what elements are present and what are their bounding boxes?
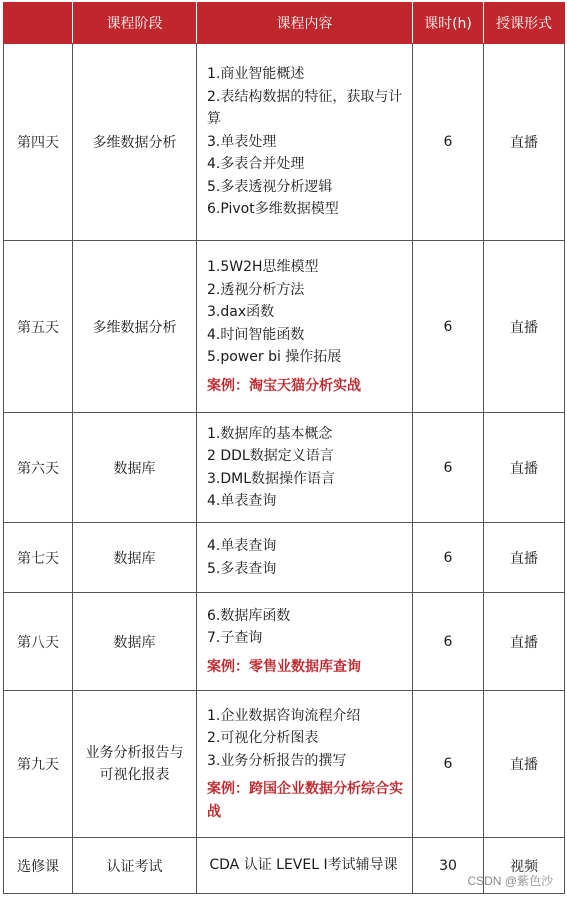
mode-cell: 视频: [484, 838, 565, 894]
content-item: 1.商业智能概述: [207, 66, 305, 83]
stage-cell: 认证考试: [73, 838, 197, 894]
stage-cell: 多维数据分析: [73, 241, 197, 413]
mode-cell: 直播: [484, 523, 565, 593]
header-empty: [4, 3, 73, 44]
content-cell: [197, 838, 413, 894]
content-cell: [197, 691, 413, 838]
hours-cell: 6: [413, 691, 484, 838]
content-cell: [197, 593, 413, 691]
hours-cell: 6: [413, 413, 484, 523]
stage-cell: 数据库: [73, 593, 197, 691]
content-cell: [197, 523, 413, 593]
watermark: CSDN @紫色沙: [467, 874, 553, 888]
hours-cell: 6: [413, 593, 484, 691]
content-item: 1.企业数据咨询流程介绍: [207, 707, 361, 724]
content-item: 4.单表查询: [207, 538, 277, 554]
content-cell: [197, 44, 413, 241]
header-stage: 课程阶段: [73, 3, 197, 44]
content-item: 6.数据库函数: [207, 607, 291, 624]
mode-cell: 直播: [484, 44, 565, 241]
hours-cell: 6: [413, 523, 484, 593]
table-row: [4, 44, 565, 241]
content-item: 3.dax函数: [207, 304, 275, 320]
table-row: [4, 523, 565, 593]
stage-cell: 数据库: [73, 523, 197, 593]
content-item: 1.数据库的基本概念: [207, 425, 333, 442]
content-item: 2.可视化分析图表: [207, 730, 319, 747]
content-item: 4.多表合并处理: [207, 156, 305, 173]
case-label: 案例：跨国企业数据分析综合实战: [207, 781, 403, 820]
content-item: 5.多表查询: [207, 560, 277, 577]
mode-cell: 直播: [484, 593, 565, 691]
table-row: [4, 691, 565, 838]
header-row: [4, 3, 565, 44]
table-row: [4, 413, 565, 523]
day-cell: 第七天: [4, 523, 73, 593]
day-cell: 第五天: [4, 241, 73, 413]
mode-cell: 直播: [484, 413, 565, 523]
content-item: CDA 认证 LEVEL Ⅰ考试辅导课: [209, 857, 398, 874]
day-cell: 选修课: [4, 838, 73, 894]
header-hours: 课时(h): [413, 3, 484, 44]
content-item: 3.单表处理: [207, 133, 277, 150]
stage-cell: 业务分析报告与可视化报表: [73, 691, 197, 838]
header-content: 课程内容: [197, 3, 413, 44]
content-item: 1.5W2H思维模型: [207, 259, 319, 275]
header-mode: 授课形式: [484, 3, 565, 44]
case-label: 案例：淘宝天猫分析实战: [207, 377, 361, 394]
table-row: [4, 593, 565, 691]
day-cell: 第八天: [4, 593, 73, 691]
content-item: 5.power bi 操作拓展: [207, 349, 342, 365]
content-item: 4.时间智能函数: [207, 326, 305, 343]
content-item: 2.透视分析方法: [207, 281, 305, 298]
content-item: 7.子查询: [207, 630, 263, 647]
day-cell: 第四天: [4, 44, 73, 241]
content-item: 4.单表查询: [207, 493, 277, 509]
content-item: 3.DML数据操作语言: [207, 470, 336, 487]
curriculum-table: [3, 2, 565, 894]
hours-cell: 6: [413, 241, 484, 413]
table-row: [4, 241, 565, 413]
stage-cell: 多维数据分析: [73, 44, 197, 241]
content-item: 2 DDL数据定义语言: [207, 448, 334, 464]
hours-cell: 30: [413, 838, 484, 894]
day-cell: 第六天: [4, 413, 73, 523]
content-item: 5.多表透视分析逻辑: [207, 178, 333, 195]
content-cell: [197, 241, 413, 413]
content-item: 3.业务分析报告的撰写: [207, 752, 347, 769]
content-cell: [197, 413, 413, 523]
mode-cell: 直播: [484, 691, 565, 838]
day-cell: 第九天: [4, 691, 73, 838]
case-label: 案例：零售业数据库查询: [207, 658, 361, 675]
content-item: 2.表结构数据的特征，获取与计算: [207, 88, 403, 128]
content-item: 6.Pivot多维数据模型: [207, 201, 339, 218]
mode-cell: 直播: [484, 241, 565, 413]
stage-cell: 数据库: [73, 413, 197, 523]
hours-cell: 6: [413, 44, 484, 241]
